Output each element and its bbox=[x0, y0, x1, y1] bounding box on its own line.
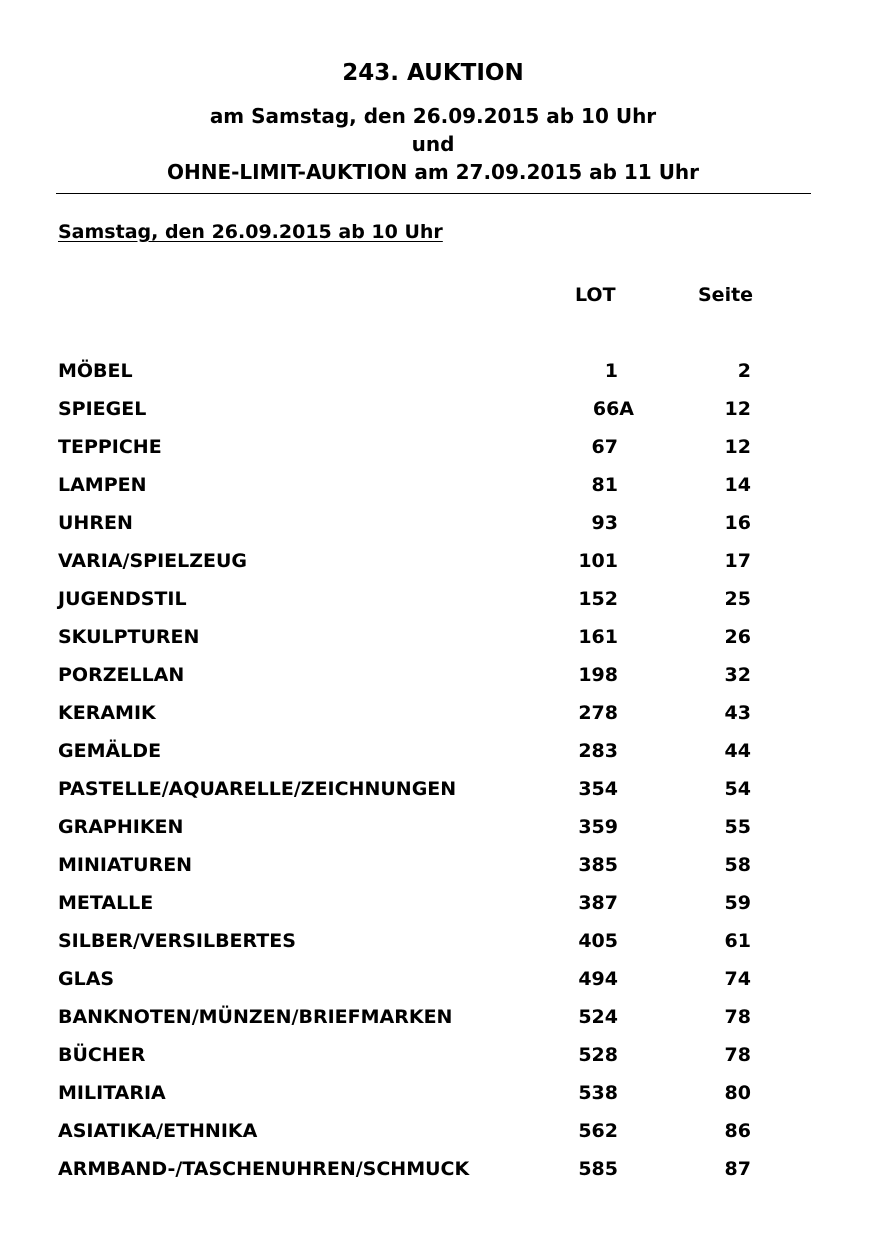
index-row bbox=[0, 775, 876, 813]
index-row bbox=[0, 395, 876, 433]
index-row bbox=[0, 813, 876, 851]
page-number: 87 bbox=[724, 1158, 751, 1180]
page-number: 86 bbox=[724, 1120, 751, 1142]
page-number: 61 bbox=[724, 930, 751, 952]
section-heading: Samstag, den 26.09.2015 ab 10 Uhr bbox=[58, 221, 443, 243]
page-number: 55 bbox=[724, 816, 751, 838]
lot-number: 101 bbox=[578, 550, 618, 572]
page-number: 44 bbox=[724, 740, 751, 762]
page-number: 80 bbox=[724, 1082, 751, 1104]
index-row bbox=[0, 547, 876, 585]
page-number: 12 bbox=[724, 398, 751, 420]
index-row bbox=[0, 851, 876, 889]
index-row bbox=[0, 661, 876, 699]
category-name: MINIATUREN bbox=[58, 854, 193, 876]
page-number: 2 bbox=[737, 360, 751, 382]
page-number: 43 bbox=[724, 702, 751, 724]
lot-number: 538 bbox=[578, 1082, 618, 1104]
index-row bbox=[0, 357, 876, 395]
category-name: PORZELLAN bbox=[58, 664, 185, 686]
index-row bbox=[0, 509, 876, 547]
category-name: VARIA/SPIELZEUG bbox=[58, 550, 248, 572]
category-name: BÜCHER bbox=[58, 1044, 146, 1066]
lot-number: 354 bbox=[578, 778, 618, 800]
page-number: 58 bbox=[724, 854, 751, 876]
category-name: UHREN bbox=[58, 512, 133, 534]
page-number: 59 bbox=[724, 892, 751, 914]
index-row bbox=[0, 585, 876, 623]
auction-date-line: am Samstag, den 26.09.2015 ab 10 Uhr bbox=[209, 104, 657, 128]
category-name: KERAMIK bbox=[58, 702, 156, 724]
lot-number: 385 bbox=[578, 854, 618, 876]
index-row bbox=[0, 433, 876, 471]
lot-number: 161 bbox=[578, 626, 618, 648]
no-limit-auction-line: OHNE-LIMIT-AUKTION am 27.09.2015 ab 11 Uhr bbox=[166, 160, 700, 184]
lot-number: 283 bbox=[578, 740, 618, 762]
category-name: PASTELLE/AQUARELLE/ZEICHNUNGEN bbox=[58, 778, 457, 800]
index-row bbox=[0, 889, 876, 927]
lot-number: 405 bbox=[578, 930, 618, 952]
lot-number: 585 bbox=[578, 1158, 618, 1180]
lot-number: 152 bbox=[578, 588, 618, 610]
category-name: MILITARIA bbox=[58, 1082, 166, 1104]
category-name: JUGENDSTIL bbox=[58, 588, 187, 610]
lot-number: 1 bbox=[604, 360, 618, 382]
lot-number: 198 bbox=[578, 664, 618, 686]
category-name: METALLE bbox=[58, 892, 154, 914]
page-number: 17 bbox=[724, 550, 751, 572]
category-name: ARMBAND-/TASCHENUHREN/SCHMUCK bbox=[58, 1158, 470, 1180]
lot-number: 66A bbox=[592, 398, 634, 420]
index-row bbox=[0, 1079, 876, 1117]
page-number: 32 bbox=[724, 664, 751, 686]
lot-number: 562 bbox=[578, 1120, 618, 1142]
category-name: GRAPHIKEN bbox=[58, 816, 184, 838]
column-header-page: Seite bbox=[698, 284, 754, 306]
lot-number: 93 bbox=[591, 512, 618, 534]
category-name: TEPPICHE bbox=[58, 436, 162, 458]
auction-conjunction-line: und bbox=[411, 132, 455, 156]
lot-number: 359 bbox=[578, 816, 618, 838]
category-name: GEMÄLDE bbox=[58, 740, 162, 762]
category-name: BANKNOTEN/MÜNZEN/BRIEFMARKEN bbox=[58, 1006, 453, 1028]
index-row bbox=[0, 1003, 876, 1041]
index-row bbox=[0, 471, 876, 509]
lot-number: 494 bbox=[578, 968, 618, 990]
page-number: 14 bbox=[724, 474, 751, 496]
auction-title: 243. AUKTION bbox=[342, 60, 524, 86]
index-row bbox=[0, 1041, 876, 1079]
index-row bbox=[0, 965, 876, 1003]
lot-number: 278 bbox=[578, 702, 618, 724]
page-number: 74 bbox=[724, 968, 751, 990]
index-row bbox=[0, 737, 876, 775]
column-header-lot: LOT bbox=[575, 284, 616, 306]
lot-number: 528 bbox=[578, 1044, 618, 1066]
index-row bbox=[0, 927, 876, 965]
category-name: ASIATIKA/ETHNIKA bbox=[58, 1120, 258, 1142]
page-number: 26 bbox=[724, 626, 751, 648]
index-row bbox=[0, 1155, 876, 1193]
lot-number: 387 bbox=[578, 892, 618, 914]
page-number: 78 bbox=[724, 1006, 751, 1028]
page-number: 12 bbox=[724, 436, 751, 458]
category-name: SKULPTUREN bbox=[58, 626, 200, 648]
page-number: 25 bbox=[724, 588, 751, 610]
category-name: GLAS bbox=[58, 968, 115, 990]
index-row bbox=[0, 623, 876, 661]
page-number: 78 bbox=[724, 1044, 751, 1066]
header-divider bbox=[56, 193, 811, 194]
index-row bbox=[0, 699, 876, 737]
lot-number: 67 bbox=[591, 436, 618, 458]
category-name: SILBER/VERSILBERTES bbox=[58, 930, 296, 952]
category-name: SPIEGEL bbox=[58, 398, 147, 420]
page-number: 54 bbox=[724, 778, 751, 800]
lot-number: 81 bbox=[591, 474, 618, 496]
index-row bbox=[0, 1117, 876, 1155]
category-name: LAMPEN bbox=[58, 474, 147, 496]
category-name: MÖBEL bbox=[58, 360, 133, 382]
category-index bbox=[0, 357, 876, 1193]
lot-number: 524 bbox=[578, 1006, 618, 1028]
page-number: 16 bbox=[724, 512, 751, 534]
